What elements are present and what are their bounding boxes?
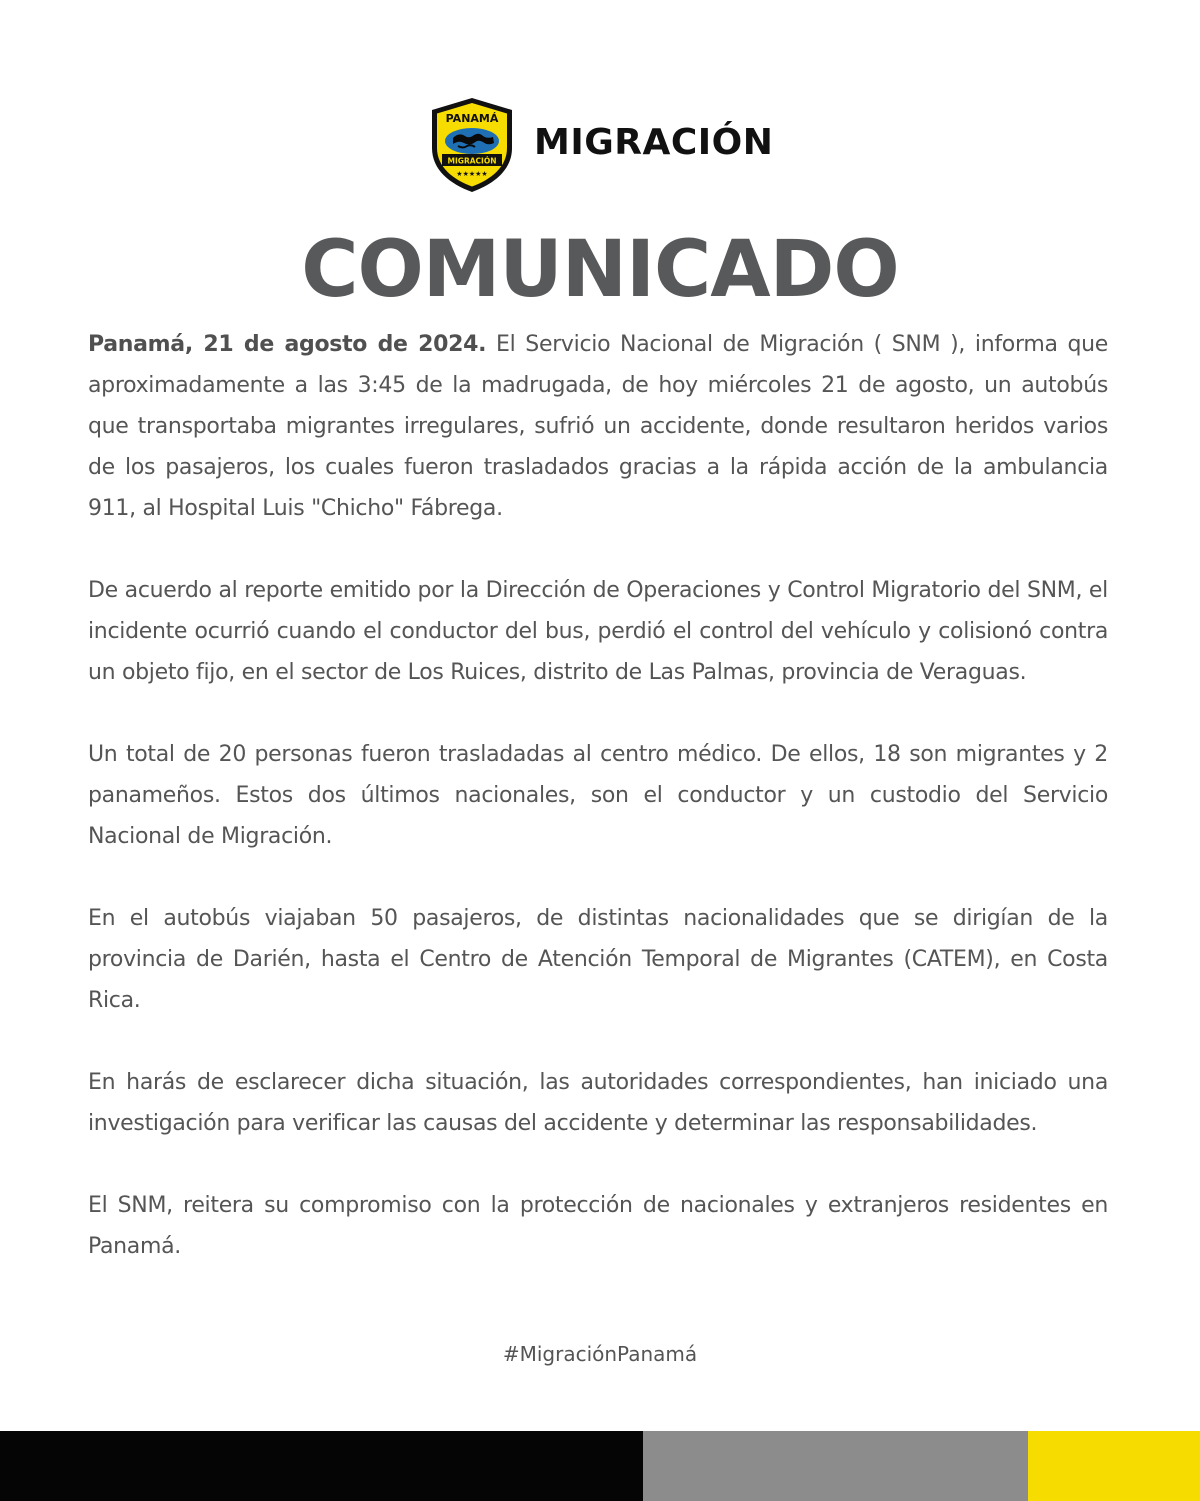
paragraph-intro <box>88 324 1108 529</box>
paragraph-injured: Un total de 20 personas fueron trasladadas al centro médico. De ellos, 18 son migrantes y 2 panameños. Estos dos últimos nacionales, son el conductor y un custodio del Servicio Nacional de Migración. <box>88 742 1108 849</box>
paragraph-report: De acuerdo al reporte emitido por la Dirección de Operaciones y Control Migratorio del SNM, el incidente ocurrió cuando el conductor del bus, perdió el control del vehículo y colisionó contra un objeto fijo, en el sector de Los Ruices, distrito de Las Palmas, provincia de Veraguas. <box>88 578 1108 685</box>
footer-black-segment <box>0 1431 643 1501</box>
footer-yellow-segment <box>1028 1431 1200 1501</box>
svg-text:★★★★★: ★★★★★ <box>456 170 488 178</box>
footer-gray-segment <box>643 1431 1028 1501</box>
migracion-shield-logo-icon <box>428 96 516 194</box>
paragraph-investigation: En harás de esclarecer dicha situación, las autoridades correspondientes, han iniciado una investigación para verificar las causas del accidente y determinar las responsabilidades. <box>88 1070 1108 1136</box>
paragraph-passengers: En el autobús viajaban 50 pasajeros, de distintas nacionalidades que se dirigían de la provincia de Darién, hasta el Centro de Atención Temporal de Migrantes (CATEM), en Costa Rica. <box>88 906 1108 1013</box>
brand-name: MIGRACIÓN <box>534 122 774 163</box>
svg-text:PANAMÁ: PANAMÁ <box>445 112 499 125</box>
page-title: COMUNICADO <box>301 225 899 315</box>
paragraph-intro-text: El Servicio Nacional de Migración ( SNM ), informa que aproximadamente a las 3:45 de la madrugada, de hoy miércoles 21 de agosto, un autobús que transportaba migrantes irregulares, sufrió un accidente, donde resultaron heridos varios de los pasajeros, los cuales fueron trasladados gracias a la rápida acción de la ambulancia 911, al Hospital Luis "Chicho" Fábrega. <box>88 332 1108 521</box>
footer-color-bar <box>0 1431 1200 1501</box>
communique-body <box>88 324 1108 1308</box>
hashtag: #MigraciónPanamá <box>502 1342 698 1366</box>
paragraph-commitment: El SNM, reitera su compromiso con la protección de nacionales y extranjeros residentes en Panamá. <box>88 1193 1108 1259</box>
svg-text:MIGRACIÓN: MIGRACIÓN <box>447 156 497 166</box>
header <box>0 96 1200 196</box>
date-lead: Panamá, 21 de agosto de 2024. <box>88 332 487 357</box>
